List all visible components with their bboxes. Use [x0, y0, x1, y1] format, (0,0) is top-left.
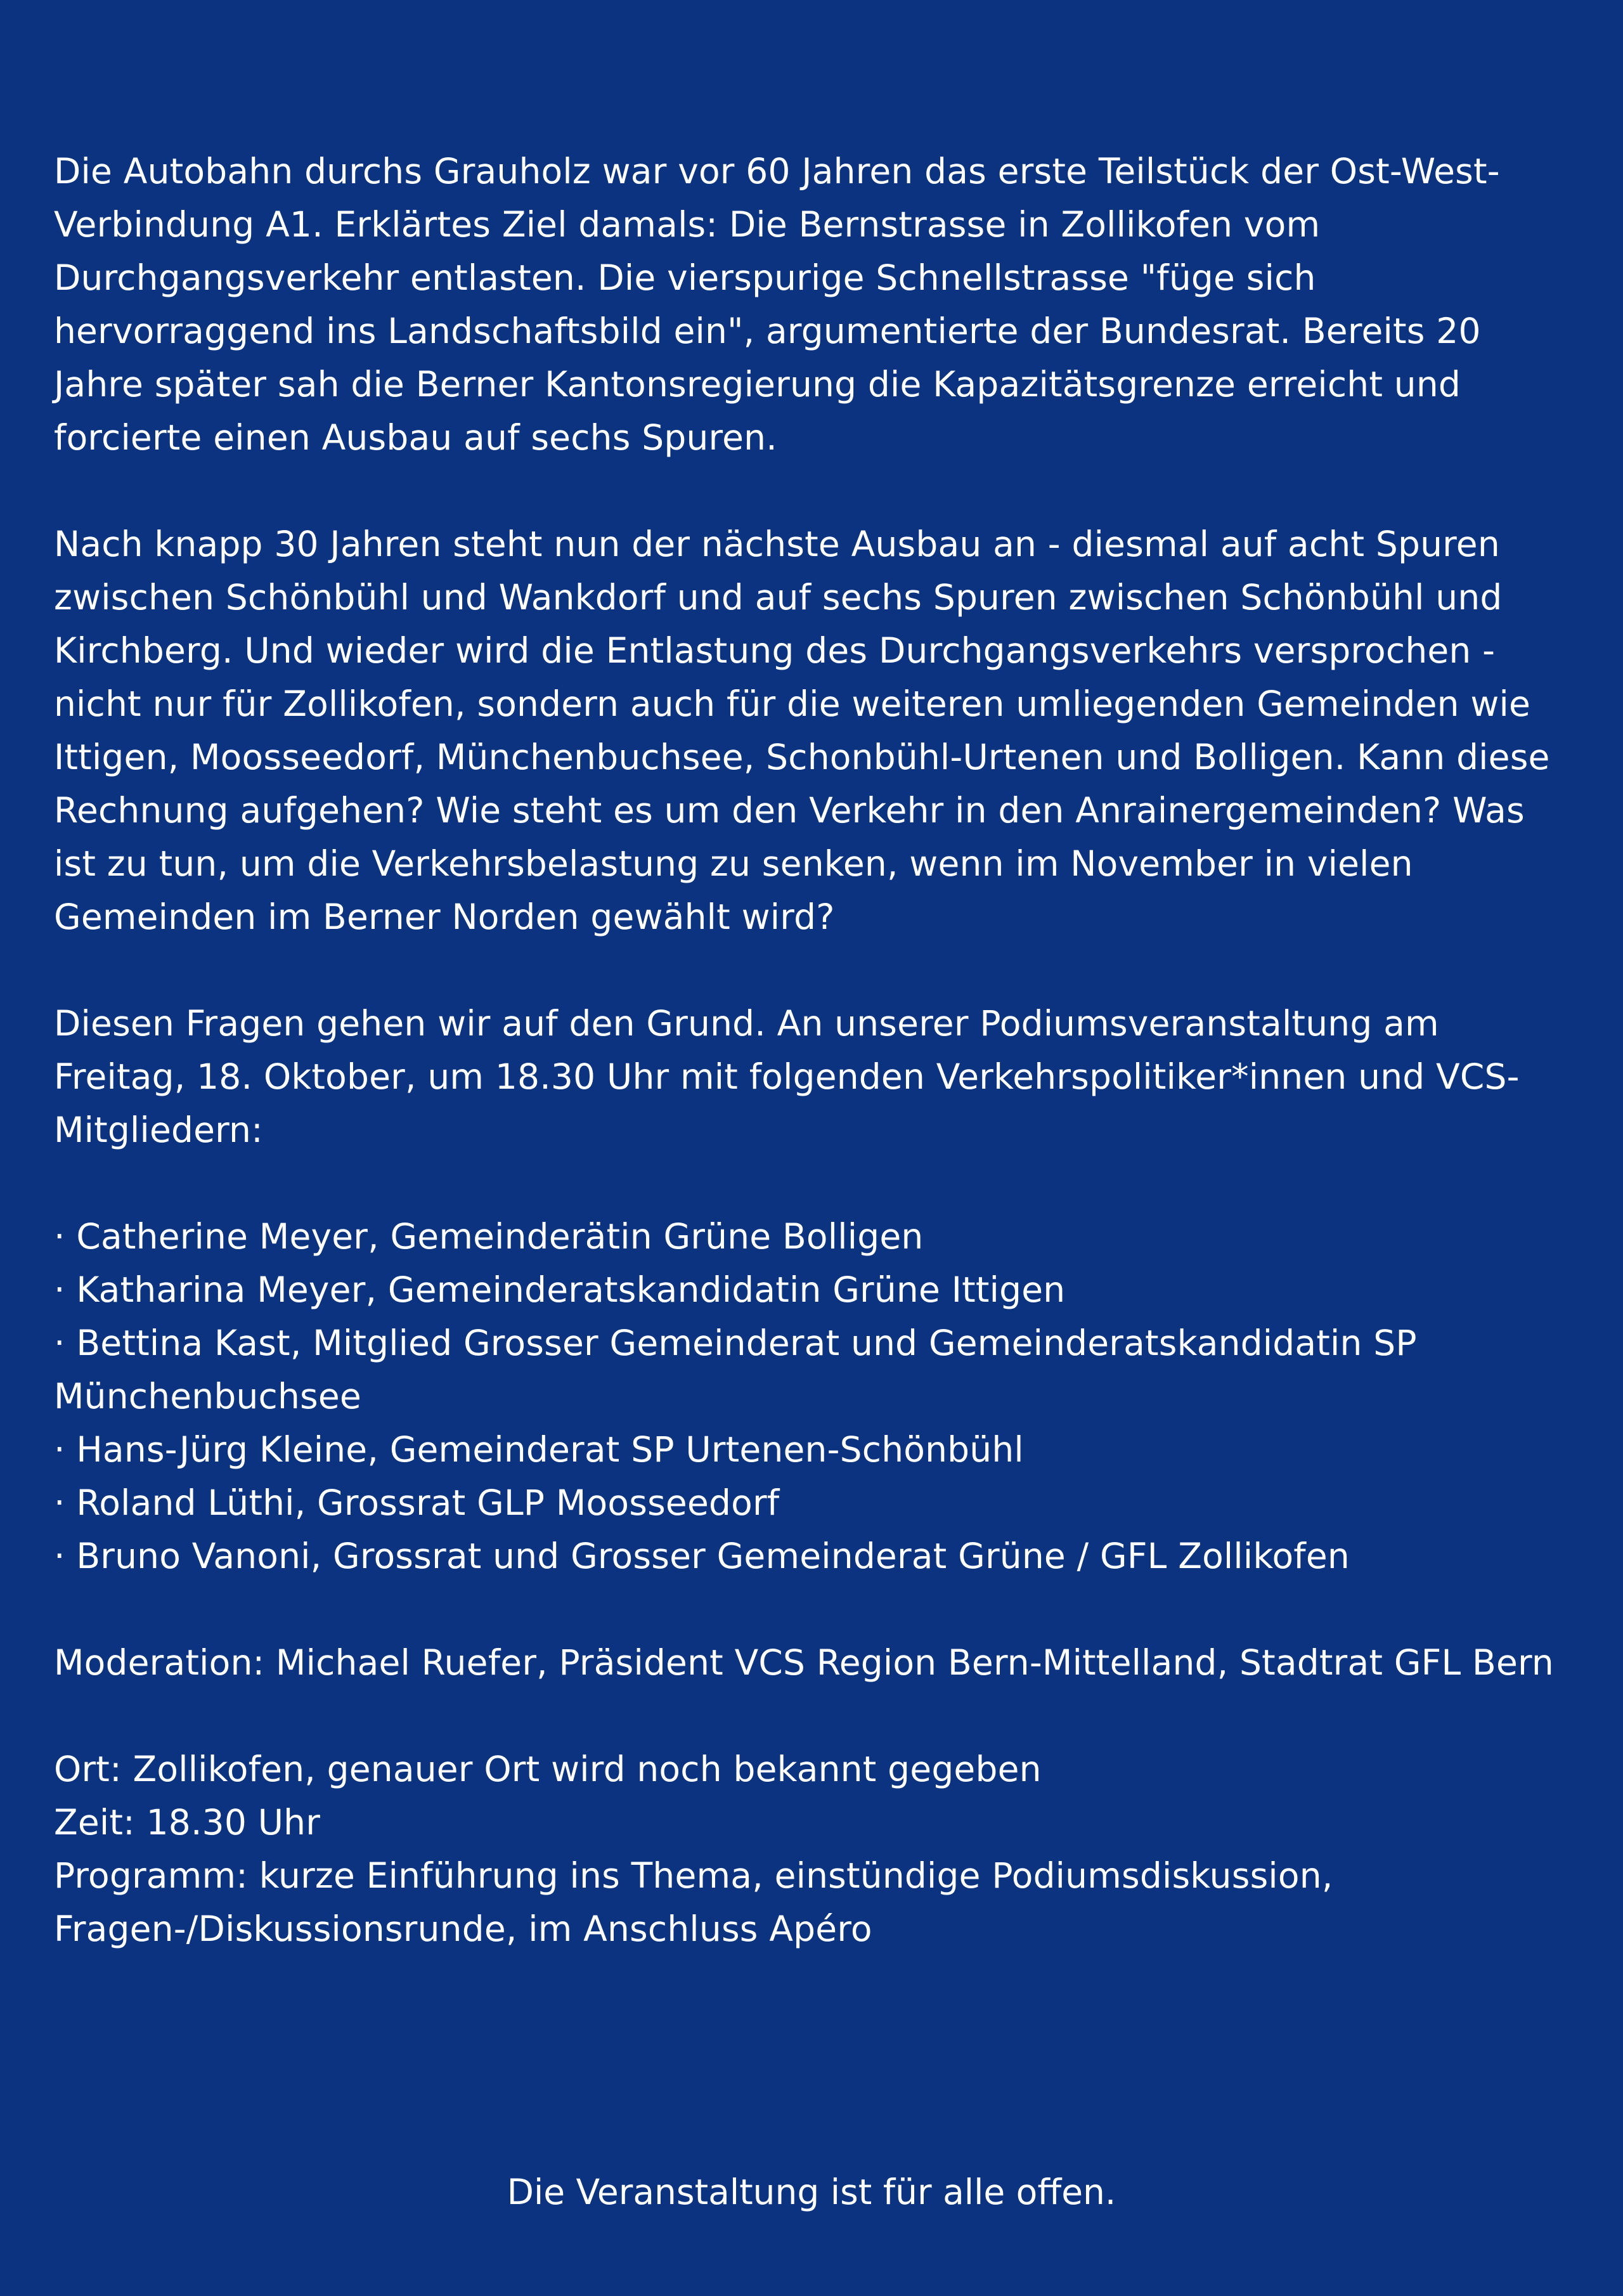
location-line: Ort: Zollikofen, genauer Ort wird noch bekannt gegeben	[54, 1749, 1042, 1789]
list-item: · Hans-Jürg Kleine, Gemeinderat SP Urtenen-Schönbühl	[54, 1429, 1024, 1470]
list-item: · Catherine Meyer, Gemeinderätin Grüne Bolligen	[54, 1216, 924, 1257]
list-item: · Bettina Kast, Mitglied Grosser Gemeinderat und Gemeinderatskandidatin SP Münchenbuchsee	[54, 1323, 1417, 1417]
program-line: Programm: kurze Einführung ins Thema, einstündige Podiumsdiskussion, Fragen-/Diskussionsrunde, im Anschluss Apéro	[54, 1855, 1333, 1949]
list-item: · Katharina Meyer, Gemeinderatskandidatin Grüne Ittigen	[54, 1269, 1066, 1310]
event-text-body	[54, 145, 1575, 1955]
intro-paragraph-event: Diesen Fragen gehen wir auf den Grund. An unserer Podiumsveranstaltung am Freitag, 18. Oktober, um 18.30 Uhr mit folgenden Verkehrspolitiker*innen und VCS-Mitgliedern:	[54, 1003, 1520, 1150]
event-details	[54, 1742, 1575, 1955]
intro-paragraph-expansion: Nach knapp 30 Jahren steht nun der nächste Ausbau an - diesmal auf acht Spuren zwischen Schönbühl und Wankdorf und auf sechs Spuren zwischen Schönbühl und Kirchberg. Und wieder wird die Entlastung des Durchgangsverkehrs versprochen - nicht nur für Zollikofen, sondern auch für die weiteren umliegenden Gemeinden wie Ittigen, Moosseedorf, Münchenbuchsee, Schonbühl-Urtenen und Bolligen. Kann diese Rechnung aufgehen? Wie steht es um den Verkehr in den Anrainergemeinden? Was ist zu tun, um die Verkehrsbelastung zu senken, wenn im November in vielen Gemeinden im Berner Norden gewählt wird?	[54, 524, 1550, 937]
closing-line: Die Veranstaltung ist für alle offen.	[507, 2172, 1116, 2212]
speaker-list	[54, 1210, 1575, 1583]
time-line: Zeit: 18.30 Uhr	[54, 1802, 321, 1843]
list-item: · Roland Lüthi, Grossrat GLP Moosseedorf	[54, 1482, 780, 1523]
list-item: · Bruno Vanoni, Grossrat und Grosser Gemeinderat Grüne / GFL Zollikofen	[54, 1536, 1350, 1576]
moderation-line: Moderation: Michael Ruefer, Präsident VCS Region Bern-Mittelland, Stadtrat GFL Bern	[54, 1642, 1554, 1683]
intro-paragraph-history: Die Autobahn durchs Grauholz war vor 60 Jahren das erste Teilstück der Ost-West-Verbindung A1. Erklärtes Ziel damals: Die Bernstrasse in Zollikofen vom Durchgangsverkehr entlasten. Die vierspurige Schnellstrasse "füge sich hervorraggend ins Landschaftsbild ein", argumentierte der Bundesrat. Bereits 20 Jahre später sah die Berner Kantonsregierung die Kapazitätsgrenze erreicht und forcierte einen Ausbau auf sechs Spuren.	[54, 151, 1500, 458]
